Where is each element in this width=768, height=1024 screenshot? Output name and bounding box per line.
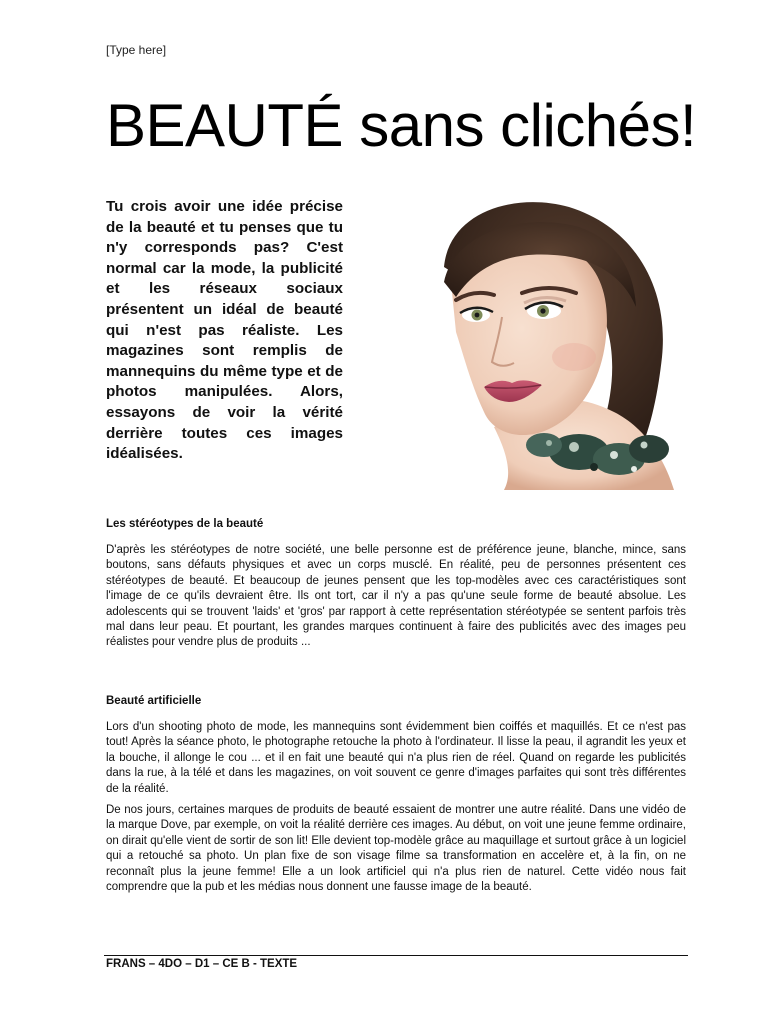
intro-paragraph: Tu crois avoir une idée précise de la beauté et tu penses que tu n'y corresponds pas? C'est normal car la mode, la publicité et les réseaux sociaux présentent un idéal de beauté qui n'est pas réaliste. Les magazines sont remplis de mannequins du même type et de photos manipulées. Alors, essayons de voir la vérité derrière toutes ces images idéalisées. — [106, 198, 343, 463]
section-heading-artificial: Beauté artificielle — [106, 695, 202, 707]
portrait-image — [344, 197, 683, 490]
paragraph-artificial-2: De nos jours, certaines marques de produits de beauté essaient de montrer une autre réalité. Dans une vidéo de la marque Dove, par exemple, on voit la réalité derrière ces images. Au début, on voit une jeune femme ordinaire, on dirait qu'elle vient de sortir de son lit! Elle devient top-modèle grâce au maquillage et surtout grâce à un logiciel qui a retouché sa photo. Un plan fixe de son visage filme sa transformation en accelère et, à la fin, on ne reconnaît plus la jeune femme! Elle a un look artificiel qui n'a plus rien de naturel. Cette vidéo nous fait comprendre que la pub et les médias nous donnent une fausse image de la beauté. — [106, 804, 686, 894]
paragraph-artificial-1: Lors d'un shooting photo de mode, les mannequins sont évidemment bien coiffés et maquillés. Et ce n'est pas tout! Après la séance photo, le photographe retouche la photo à l'ordinateur. Il lisse la peau, il agrandit les yeux et la bouche, il allonge le cou ... et il en fait une beauté qui n'a plus rien de réel. Quand on regarde les publicités dans la rue, à la télé et dans les magazines, on voit souvent ce genre d'images parfaites qui sont très différentes de la réalité. — [106, 721, 686, 795]
paragraph-stereotypes: D'après les stéréotypes de notre société, une belle personne est de préférence jeune, blanche, mince, sans boutons, sans défauts physiques et avec un corps musclé. En réalité, peu de personnes présentent ces stéréotypes de beauté. Et beaucoup de jeunes pensent que les top-modèles avec ces caractéristiques sont l'image de ce qu'ils devraient être. Ils ont tort, car il n'y a pas qu'une seule forme de beauté absolue. Les adolescents qui se trouvent 'laids' et 'gros' par rapport à cette représentation stéréotypée se sentent parfois très mal dans leur peau. Et pourtant, les grandes marques continuent à faire des publicités avec des images peu réalistes pour vendre plus de produits ... — [106, 544, 686, 649]
header-placeholder[interactable]: [Type here] — [106, 43, 167, 57]
footer-text: FRANS – 4DO – D1 – CE B - TEXTE — [106, 958, 298, 970]
page-title: BEAUTÉ sans clichés! — [106, 92, 697, 159]
section-heading-stereotypes: Les stéréotypes de la beauté — [106, 518, 264, 530]
footer-divider — [104, 955, 688, 956]
